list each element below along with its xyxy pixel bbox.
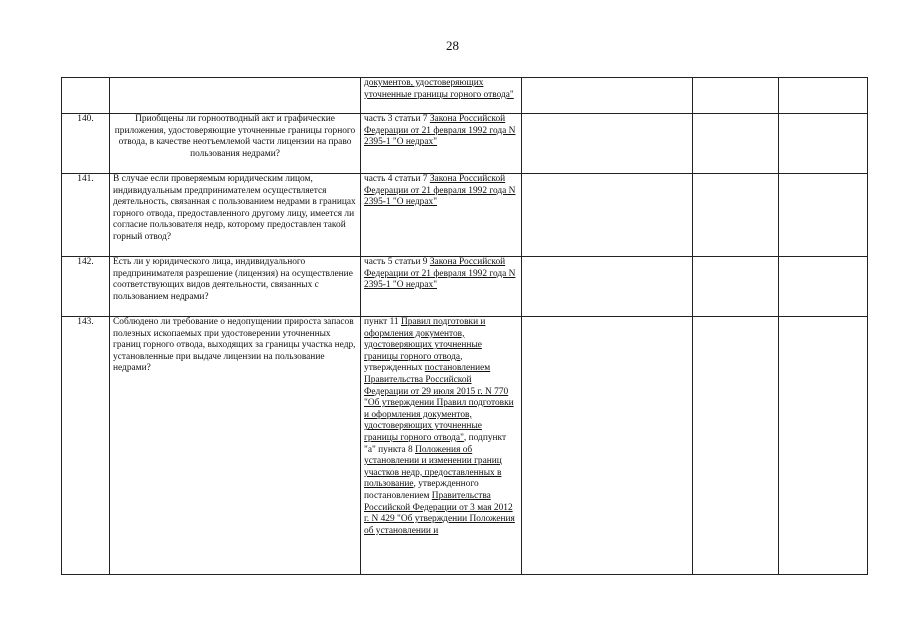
answer-no-cell bbox=[693, 78, 779, 114]
table-row bbox=[62, 174, 868, 257]
legal-reference-cell bbox=[361, 78, 522, 114]
law-reference-link[interactable]: Закона Российской Федерации от 21 февраля 1992 года N 2395-1 "О недрах" bbox=[364, 257, 516, 291]
legal-reference-cell bbox=[361, 257, 522, 317]
answer-no-cell bbox=[693, 114, 779, 174]
answer-yes-cell bbox=[522, 78, 693, 114]
answer-yes-cell bbox=[522, 174, 693, 257]
law-reference-link[interactable]: Правил подготовки и оформления документов, удостоверяющих уточненные границы горного отвода bbox=[364, 317, 486, 362]
table-row bbox=[62, 114, 868, 174]
not-applicable-cell bbox=[779, 174, 868, 257]
law-reference-link[interactable]: постановлением Правительства Российской Федерации от 29 июля 2015 г. N 770 "Об утверждении Правил подготовки и оформления документов, удостоверяющих уточненные границы горного отвода" bbox=[364, 363, 514, 443]
reference-text: часть 5 статьи 9 bbox=[364, 257, 430, 267]
reference-text: , утвержденных bbox=[364, 351, 463, 374]
law-reference-link[interactable]: Правительства Российской Федерации от 3 мая 2012 г. N 429 "Об утверждении Положения об установлении и bbox=[364, 490, 515, 536]
question-cell: Соблюдено ли требование о недопущении прироста запасов полезных ископаемых при удостоверении уточненных границ горного отвода, выходящих за границы участка недр, установленные при выдаче лицензии на пользование недрами? bbox=[110, 317, 361, 575]
law-reference-link[interactable]: Закона Российской Федерации от 21 февраля 1992 года N 2395-1 "О недрах" bbox=[364, 174, 516, 208]
answer-no-cell bbox=[693, 317, 779, 575]
law-reference-link[interactable]: Закона Российской Федерации от 21 февраля 1992 года N 2395-1 "О недрах" bbox=[364, 114, 516, 148]
page-number: 28 bbox=[446, 38, 459, 53]
row-number bbox=[62, 78, 110, 114]
question-cell: Приобщены ли горноотводный акт и графические приложения, удостоверяющие уточненные границы горного отвода, в качестве неотъемлемой части лицензии на право пользования недрами? bbox=[110, 114, 361, 174]
question-cell bbox=[110, 78, 361, 114]
reference-text: часть 3 статьи 7 bbox=[364, 114, 430, 124]
table-row bbox=[62, 78, 868, 114]
question-cell: В случае если проверяемым юридическим лицом, индивидуальным предпринимателем осуществляется деятельность, связанная с пользованием недрами в границах горного отвода, предоставленного другому лицу, имеется ли согласие пользователя недр, которому предоставлен такой горный отвод? bbox=[110, 174, 361, 257]
answer-yes-cell bbox=[522, 257, 693, 317]
answer-yes-cell bbox=[522, 114, 693, 174]
law-reference-link[interactable]: документов, удостоверяющих уточненные границы горного отвода" bbox=[364, 78, 514, 100]
not-applicable-cell bbox=[779, 257, 868, 317]
answer-no-cell bbox=[693, 174, 779, 257]
row-number: 143. bbox=[62, 317, 110, 575]
not-applicable-cell bbox=[779, 78, 868, 114]
table-row bbox=[62, 257, 868, 317]
reference-text: , утвержденного постановлением bbox=[364, 479, 479, 501]
answer-no-cell bbox=[693, 257, 779, 317]
not-applicable-cell bbox=[779, 114, 868, 174]
row-number: 141. bbox=[62, 174, 110, 257]
reference-text: часть 4 статьи 7 bbox=[364, 174, 430, 184]
table-row bbox=[62, 317, 868, 575]
legal-reference-cell bbox=[361, 114, 522, 174]
question-cell: Есть ли у юридического лица, индивидуального предпринимателя разрешение (лицензия) на осуществление соответствующих видов деятельности, связанных с пользованием недрами? bbox=[110, 257, 361, 317]
checklist-table bbox=[61, 77, 868, 575]
row-number: 142. bbox=[62, 257, 110, 317]
not-applicable-cell bbox=[779, 317, 868, 575]
legal-reference-cell bbox=[361, 174, 522, 257]
reference-text: пункт 11 bbox=[364, 317, 401, 327]
legal-reference-cell bbox=[361, 317, 522, 575]
law-reference-link[interactable]: Положения об установлении и изменении границ участков недр, предоставленных в пользование bbox=[364, 444, 502, 490]
reference-text: , подпункт "а" пункта 8 bbox=[364, 432, 507, 455]
row-number: 140. bbox=[62, 114, 110, 174]
answer-yes-cell bbox=[522, 317, 693, 575]
